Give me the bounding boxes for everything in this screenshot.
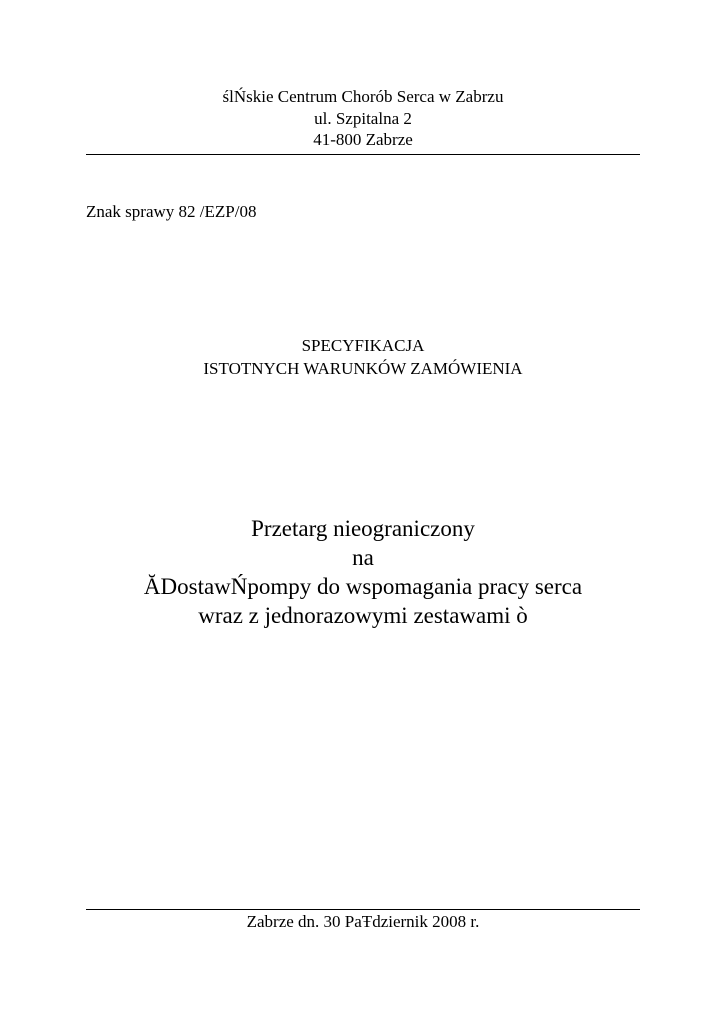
specification-line-2: ISTOTNYCH WARUNKÓW ZAMÓWIENIA <box>203 359 523 378</box>
specification-heading <box>86 334 640 380</box>
institution-header <box>86 86 640 151</box>
tender-subject-line-2: wraz z jednorazowymi zestawami ò <box>198 603 528 628</box>
institution-name: ślŃskie Centrum Chorób Serca w Zabrzu <box>222 87 504 106</box>
institution-street: ul. Szpitalna 2 <box>314 108 412 128</box>
tender-preposition: na <box>352 545 374 570</box>
footer-divider <box>86 909 640 910</box>
tender-subject-line-1: ĂDostawŃpompy do wspomagania pracy serca <box>143 574 583 599</box>
institution-city: 41-800 Zabrze <box>313 130 413 149</box>
header-divider <box>86 154 640 155</box>
tender-type: Przetarg nieograniczony <box>251 516 475 541</box>
case-number: Znak sprawy 82 /EZP/08 <box>86 202 257 221</box>
tender-title <box>86 514 640 630</box>
specification-line-1: SPECYFIKACJA <box>301 336 425 355</box>
place-and-date: Zabrze dn. 30 PaŦdziernik 2008 r. <box>246 912 480 931</box>
